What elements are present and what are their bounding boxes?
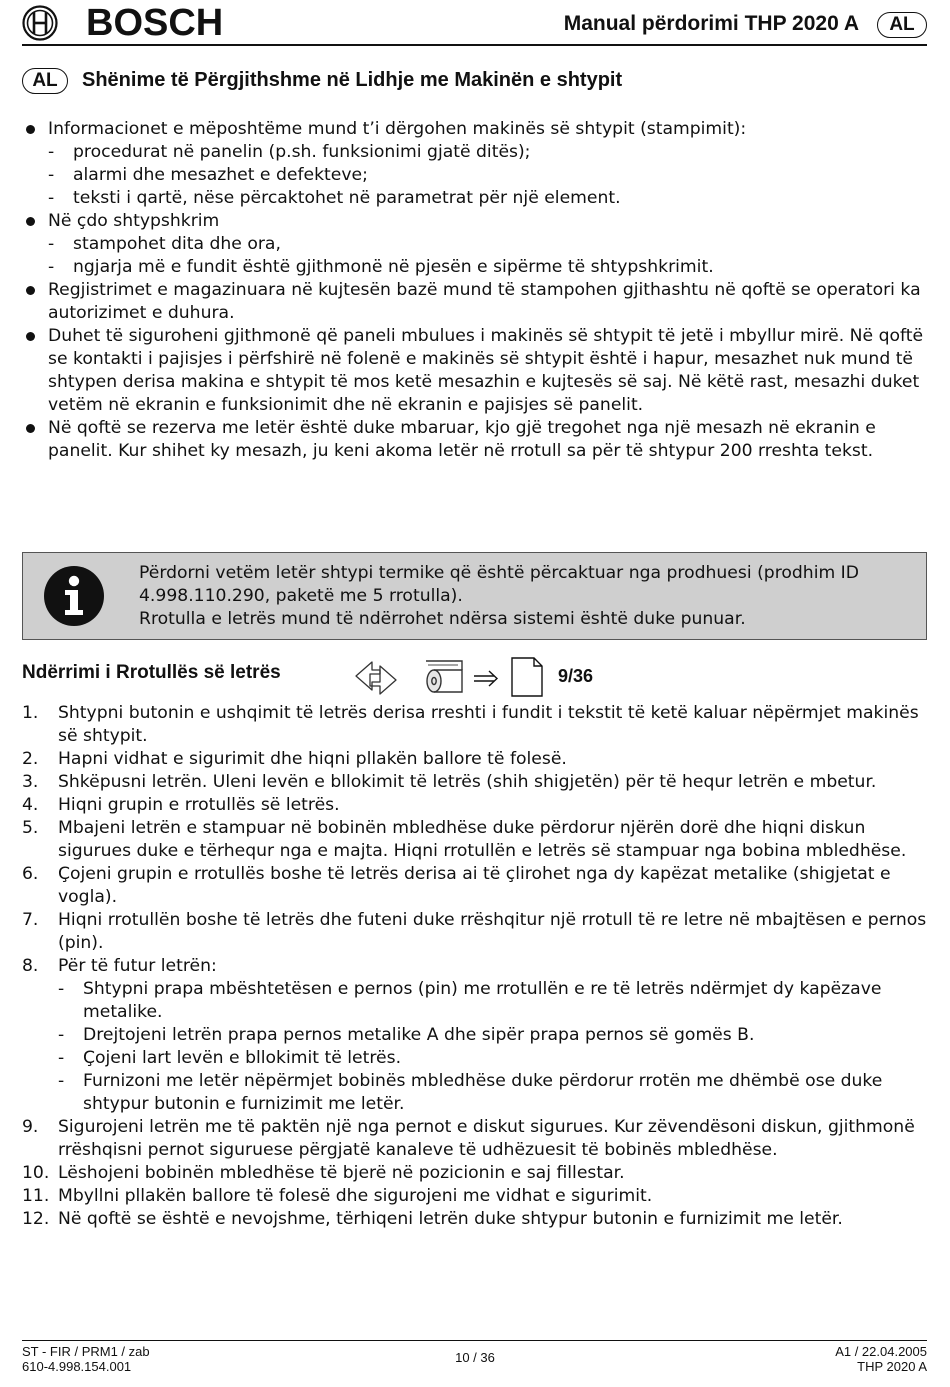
- step-item: [22, 909, 927, 955]
- info-line: Rrotulla e letrës mund të ndërrohet ndërsa sistemi është duke punuar.: [139, 609, 746, 629]
- footer-document-info: [22, 1344, 150, 1374]
- step-number: 2.: [22, 749, 39, 769]
- bullet-text: Duhet të siguroheni gjithmonë që paneli mbulues i makinës së shtypit të jetë i mbyllur mirë. Në qoftë se kontakti i pajisjes i përfshirë në folenë e makinës së shtypit është i hapur, mesazhet nuk mund të shtypen derisa makina e shtypit të mos ketë mesazhin e kujtesës së saj. Në këtë rast, mesazhi duket vetëm në ekranin e funksionimit dhe në ekranin e pajisjes së panelit.: [48, 326, 924, 415]
- subsection-title: Ndërrimi i Rrotullës së letrës: [22, 662, 281, 683]
- step-number: 11.: [22, 1186, 50, 1206]
- step-number: 9.: [22, 1117, 39, 1137]
- general-notes-list: [22, 118, 927, 463]
- step-item: [22, 1116, 927, 1162]
- step-number: 8.: [22, 956, 39, 976]
- section-title: Shënime të Përgjithshme në Lidhje me Makinën e shtypit: [82, 69, 623, 91]
- dash-item: - Drejtojeni letrën prapa pernos metalike A dhe sipër prapa pernos së gomës B.: [58, 1024, 927, 1047]
- step-number: 3.: [22, 772, 39, 792]
- bullet-item: [22, 118, 927, 210]
- bullet-item: [22, 325, 927, 417]
- dash-item: - teksti i qartë, nëse përcaktohet në parametrat për një element.: [48, 187, 927, 210]
- step-text: Shkëpusni letrën. Uleni levën e bllokimit të letrës (shih shigjetën) për të hequr letrën e mbetur.: [58, 772, 877, 792]
- footer-revision-info: [835, 1344, 927, 1374]
- paper-sheet-icon: [512, 658, 542, 696]
- info-line: Përdorni vetëm letër shtypi termike që është përcaktuar nga prodhuesi (prodhim ID 4.998.110.290, paketë me 5 rrotulla).: [139, 563, 859, 606]
- manual-title: Manual përdorimi THP 2020 A: [563, 12, 859, 35]
- page-reference: 9/36: [558, 666, 594, 686]
- section-language-badge: AL: [22, 68, 68, 94]
- dash-item: - Çojeni lart levën e bllokimit të letrës.: [58, 1047, 927, 1070]
- step-number: 1.: [22, 703, 39, 723]
- step-number: 10.: [22, 1163, 50, 1183]
- brand-logo-text: BOSCH: [86, 2, 224, 44]
- dash-list: [48, 233, 927, 279]
- step-text: Hiqni rrotullën boshe të letrës dhe futeni duke rrëshqitur një rrotull të re letre në mbajtësen e pernos (pin).: [58, 910, 927, 953]
- dash-item: - Shtypni prapa mbështetësen e pernos (pin) me rrotullën e re të letrës ndërmjet dy kapëzave metalike.: [58, 978, 927, 1024]
- dash-item: - stampohet dita dhe ora,: [48, 233, 927, 256]
- dash-item: - ngjarja më e fundit është gjithmonë në pjesën e sipërme të shtypshkrimit.: [48, 256, 927, 279]
- step-item: [22, 1208, 927, 1231]
- bullet-text: Në çdo shtypshkrim: [48, 211, 220, 231]
- step-item: [22, 955, 927, 1116]
- page-number: 10 / 36: [455, 1350, 495, 1365]
- bullet-text: Në qoftë se rezerva me letër është duke mbaruar, kjo gjë tregohet nga një mesazh në ekranin e panelit. Kur shihet ky mesazh, ju keni akoma letër në rrotull sa për të shtypur 200 rreshta tekst.: [48, 418, 876, 461]
- info-icon: [43, 565, 105, 627]
- step-text: Mbajeni letrën e stampuar në bobinën mbledhëse duke përdorur njërën dorë dhe hiqni diskun sigurues duke e tërhequr nga e majta. Hiqni rrotullën e letrës së stampuar nga bobina mbledhëse.: [58, 818, 907, 861]
- bullet-item: [22, 417, 927, 463]
- step-text: Shtypni butonin e ushqimit të letrës derisa rreshti i fundit i tekstit të ketë kaluar nëpërmjet makinës së shtypit.: [58, 703, 919, 746]
- step-item: [22, 1185, 927, 1208]
- step-item: [22, 817, 927, 863]
- language-badge: AL: [877, 12, 927, 38]
- info-note-box: [22, 552, 927, 640]
- step-number: 6.: [22, 864, 39, 884]
- dash-list: [48, 141, 927, 210]
- bullet-item: [22, 279, 927, 325]
- footer-divider: [22, 1340, 927, 1341]
- step-number: 7.: [22, 910, 39, 930]
- step-number: 4.: [22, 795, 39, 815]
- header-divider: [22, 44, 927, 46]
- step-item: [22, 771, 927, 794]
- paper-roll-icon: [426, 661, 462, 692]
- step-text: Mbyllni pllakën ballore të folesë dhe sigurojeni me vidhat e sigurimit.: [58, 1186, 653, 1206]
- dash-list: [58, 978, 927, 1116]
- procedure-icons: [350, 656, 550, 698]
- bosch-armature-logo-icon: [22, 5, 58, 41]
- exchange-arrows-icon: [356, 662, 396, 694]
- step-text: Hapni vidhat e sigurimit dhe hiqni pllakën ballore të folesë.: [58, 749, 567, 769]
- info-note-text: [139, 562, 909, 631]
- dash-item: - alarmi dhe mesazhet e defekteve;: [48, 164, 927, 187]
- page-footer: [22, 1342, 927, 1378]
- step-item: [22, 702, 927, 748]
- step-number: 5.: [22, 818, 39, 838]
- step-number: 12.: [22, 1209, 50, 1229]
- step-text: Në qoftë se është e nevojshme, tërhiqeni letrën duke shtypur butonin e furnizimit me letër.: [58, 1209, 843, 1229]
- dash-item: - procedurat në panelin (p.sh. funksionimi gjatë ditës);: [48, 141, 927, 164]
- bullet-item: [22, 210, 927, 279]
- procedure-steps-list: [22, 702, 927, 1231]
- step-text: Çojeni grupin e rrotullës boshe të letrës derisa ai të çlirohet nga dy kapëzat metalike (shigjetat e vogla).: [58, 864, 891, 907]
- step-text: Për të futur letrën:: [58, 956, 217, 976]
- step-text: Sigurojeni letrën me të paktën një nga pernot e diskut sigurues. Kur zëvendësoni diskun, gjithmonë rrëshqisni pernot siguruese përgjatë kanaleve të udhëzuesit të bobinës mbledhëse.: [58, 1117, 915, 1160]
- footer-model: THP 2020 A: [857, 1359, 927, 1374]
- step-text: Hiqni grupin e rrotullës së letrës.: [58, 795, 340, 815]
- step-item: [22, 1162, 927, 1185]
- footer-part-number: 610-4.998.154.001: [22, 1359, 132, 1374]
- step-item: [22, 794, 927, 817]
- page-header: [22, 4, 927, 44]
- step-text: Lëshojeni bobinën mbledhëse të bjerë në pozicionin e saj fillestar.: [58, 1163, 625, 1183]
- dash-item: - Furnizoni me letër nëpërmjet bobinës mbledhëse duke përdorur rrotën me dhëmbë ose duke shtypur butonin e furnizimit me letër.: [58, 1070, 927, 1116]
- step-item: [22, 748, 927, 771]
- footer-author-code: ST - FIR / PRM1 / zab: [22, 1344, 150, 1359]
- step-item: [22, 863, 927, 909]
- footer-revision-date: A1 / 22.04.2005: [835, 1344, 927, 1359]
- bullet-text: Regjistrimet e magazinuara në kujtesën bazë mund të stampohen gjithashtu në qoftë se operatori ka autorizimet e duhura.: [48, 280, 921, 323]
- implies-arrow-icon: [474, 671, 497, 686]
- bullet-text: Informacionet e mëposhtëme mund t’i dërgohen makinës së shtypit (stampimit):: [48, 119, 747, 139]
